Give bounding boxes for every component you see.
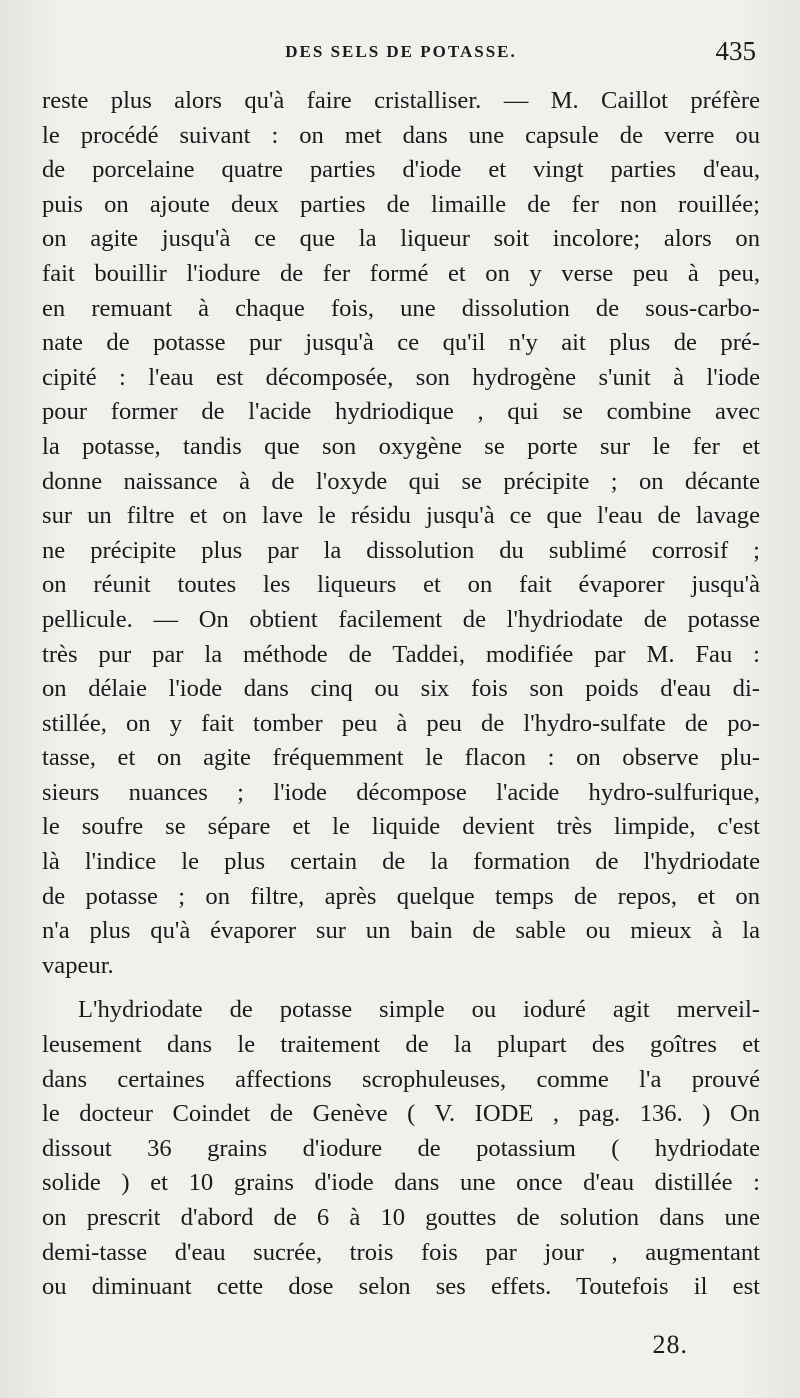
text-line: sieurs nuances ; l'iode décompose l'acide hydro-sulfurique, [42,778,760,806]
paragraph-1 [42,84,760,983]
paragraph-2 [42,993,760,1304]
text-line: le procédé suivant : on met dans une capsule de verre ou [42,121,760,149]
text-line: très pur par la méthode de Taddei, modifiée par M. Fau : [42,640,760,668]
text-line: de porcelaine quatre parties d'iode et vingt parties d'eau, [42,156,760,184]
text-line: donne naissance à de l'oxyde qui se précipite ; on décante [42,467,760,495]
text-line: solide ) et 10 grains d'iode dans une once d'eau distillée : [42,1169,760,1197]
text-line: là l'indice le plus certain de la formation de l'hydriodate [42,848,760,876]
running-title: DES SELS DE POTASSE. [285,42,517,61]
text-line: ne précipite plus par la dissolution du sublimé corrosif ; [42,536,760,564]
text-line: fait bouillir l'iodure de fer formé et on y verse peu à peu, [42,259,760,287]
text-line: reste plus alors qu'à faire cristalliser. — M. Caillot préfère [42,87,760,114]
text-line: puis on ajoute deux parties de limaille de fer non rouillée; [42,190,760,218]
signature-mark: 28. [652,1330,688,1359]
text-line: leusement dans le traitement de la plupart des goîtres et [42,1031,760,1059]
body-text [42,84,760,1305]
text-line: pour former de l'acide hydriodique , qui se combine avec [42,398,760,426]
text-line: pellicule. — On obtient facilement de l'hydriodate de potasse [42,605,760,633]
text-line: vapeur. [42,951,114,979]
text-line: tasse, et on agite fréquemment le flacon : on observe plu- [42,744,760,772]
text-line: stillée, on y fait tomber peu à peu de l'hydro-sulfate de po- [42,709,760,737]
text-line: en remuant à chaque fois, une dissolution de sous-carbo- [42,294,760,322]
page-number: 435 [715,36,756,66]
text-line: on agite jusqu'à ce que la liqueur soit incolore; alors on [42,225,760,253]
text-line: dissout 36 grains d'iodure de potassium ( hydriodate [42,1134,760,1162]
text-line: le soufre se sépare et le liquide devient très limpide, c'est [42,813,760,841]
text-line: on prescrit d'abord de 6 à 10 gouttes de solution dans une [42,1204,760,1231]
text-line: demi-tasse d'eau sucrée, trois fois par jour , augmentant [42,1238,760,1266]
text-line: sur un filtre et on lave le résidu jusqu'à ce que l'eau de lavage [42,502,760,530]
text-line: cipité : l'eau est décomposée, son hydrogène s'unit à l'iode [42,363,760,391]
text-line: on délaie l'iode dans cinq ou six fois son poids d'eau di- [42,675,760,703]
text-line: n'a plus qu'à évaporer sur un bain de sable ou mieux à la [42,917,760,945]
text-line: de potasse ; on filtre, après quelque temps de repos, et on [42,882,760,910]
text-line: dans certaines affections scrophuleuses, comme l'a prouvé [42,1065,760,1093]
text-line: la potasse, tandis que son oxygène se porte sur le fer et [42,432,760,460]
text-line: le docteur Coindet de Genève ( V. IODE , pag. 136. ) On [42,1100,760,1128]
text-line: ou diminuant cette dose selon ses effets. Toutefois il est [42,1273,760,1301]
text-line: L'hydriodate de potasse simple ou ioduré agit merveil- [78,996,760,1024]
text-line: on réunit toutes les liqueurs et on fait évaporer jusqu'à [42,571,760,599]
paragraph-gap [42,983,760,993]
text-line: nate de potasse pur jusqu'à ce qu'il n'y ait plus de pré- [42,329,760,357]
running-head [42,36,760,72]
